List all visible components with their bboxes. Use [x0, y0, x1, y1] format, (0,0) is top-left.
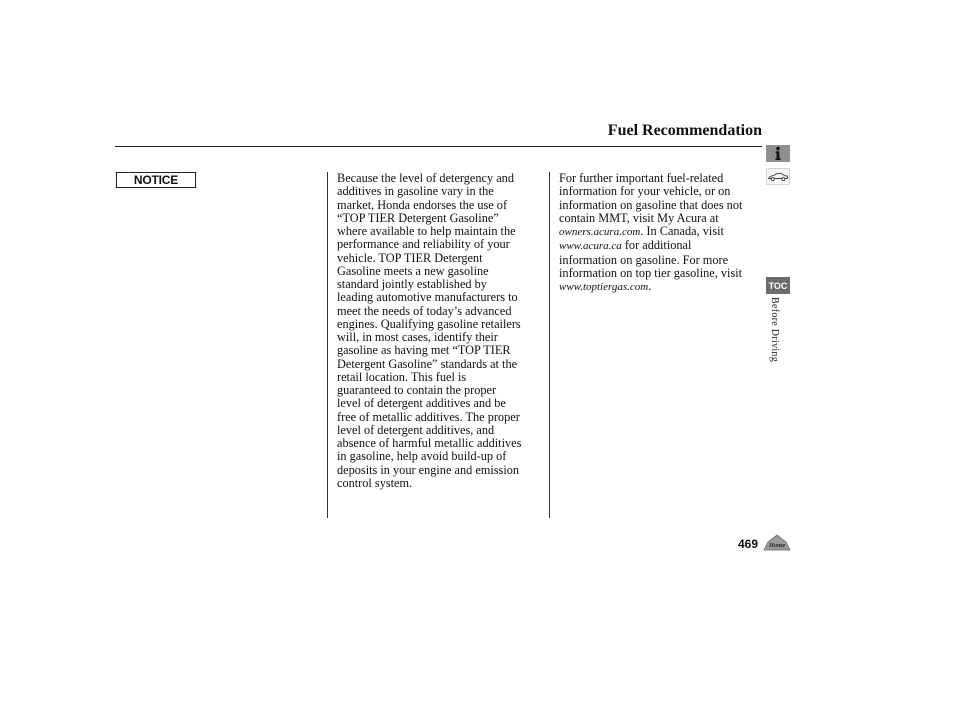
- body-line: standard jointly established by: [337, 277, 487, 291]
- body-line: information on gasoline. For more: [559, 252, 729, 267]
- body-line: in gasoline, help avoid build-up of: [337, 449, 507, 464]
- body-line: level of detergent additives, and: [337, 422, 495, 437]
- home-icon[interactable]: [763, 534, 791, 551]
- body-line: retail location. This fuel is: [337, 369, 467, 384]
- body-line: engines. Qualifying gasoline retailers: [337, 316, 521, 331]
- notice-label: NOTICE: [116, 172, 196, 188]
- body-line: leading automotive manufacturers to: [337, 290, 518, 305]
- body-line: [559, 239, 765, 253]
- car-glyph: [766, 168, 790, 185]
- body-line: For further important fuel-related: [559, 171, 724, 185]
- column-divider-left: [327, 172, 328, 518]
- body-line: [559, 225, 765, 239]
- body-line: control system.: [337, 475, 413, 490]
- title-rule: [115, 146, 762, 147]
- body-line: level of detergent additives and be: [337, 396, 506, 411]
- body-line: absence of harmful metallic additives: [337, 436, 522, 450]
- body-line: will, in most cases, identify their: [337, 330, 498, 344]
- body-line: “TOP TIER Detergent Gasoline”: [337, 210, 499, 225]
- info-icon[interactable]: [766, 145, 790, 162]
- body-line: contain MMT, visit My Acura at: [559, 210, 719, 225]
- body-line: gasoline as having met “TOP TIER: [337, 343, 511, 358]
- car-icon[interactable]: [766, 168, 790, 185]
- toc-button[interactable]: TOC: [766, 277, 790, 294]
- page-number: 469: [738, 537, 759, 551]
- body-text: . In Canada, visit: [640, 224, 724, 238]
- body-line: additives in gasoline vary in the: [337, 184, 494, 199]
- body-line: Because the level of detergency and: [337, 171, 514, 185]
- body-line: information on gasoline that does not: [559, 197, 743, 212]
- body-line: [559, 280, 765, 294]
- link-toptiergas[interactable]: www.toptiergas.com: [559, 281, 649, 293]
- home-glyph: [763, 534, 791, 551]
- info-glyph: [766, 145, 790, 162]
- body-line: Detergent Gasoline” standards at the: [337, 356, 518, 371]
- body-text: .: [648, 279, 652, 293]
- page-title: Fuel Recommendation: [607, 122, 762, 139]
- body-column-1: [337, 172, 542, 490]
- column-divider-right: [549, 172, 550, 518]
- body-line: where available to help maintain the: [337, 224, 516, 238]
- section-tab[interactable]: Before Driving: [769, 297, 780, 363]
- link-acura-ca[interactable]: www.acura.ca: [559, 240, 622, 253]
- body-line: Gasoline meets a new gasoline: [337, 263, 489, 278]
- body-line: market, Honda endorses the use of: [337, 197, 508, 212]
- link-owners-acura[interactable]: owners.acura.com: [559, 226, 641, 238]
- body-line: deposits in your engine and emission: [337, 462, 520, 477]
- body-line: performance and reliability of your: [337, 237, 510, 252]
- body-line: meet the needs of today’s advanced: [337, 303, 512, 318]
- body-line: information on top tier gasoline, visit: [559, 265, 743, 280]
- body-line: information for your vehicle, or on: [559, 184, 731, 199]
- home-label: Home: [768, 541, 786, 549]
- body-line: guaranteed to contain the proper: [337, 383, 497, 397]
- body-text: for additional: [621, 238, 692, 253]
- body-column-2: [559, 172, 765, 294]
- body-line: vehicle. TOP TIER Detergent: [337, 250, 483, 265]
- body-line: free of metallic additives. The proper: [337, 409, 520, 424]
